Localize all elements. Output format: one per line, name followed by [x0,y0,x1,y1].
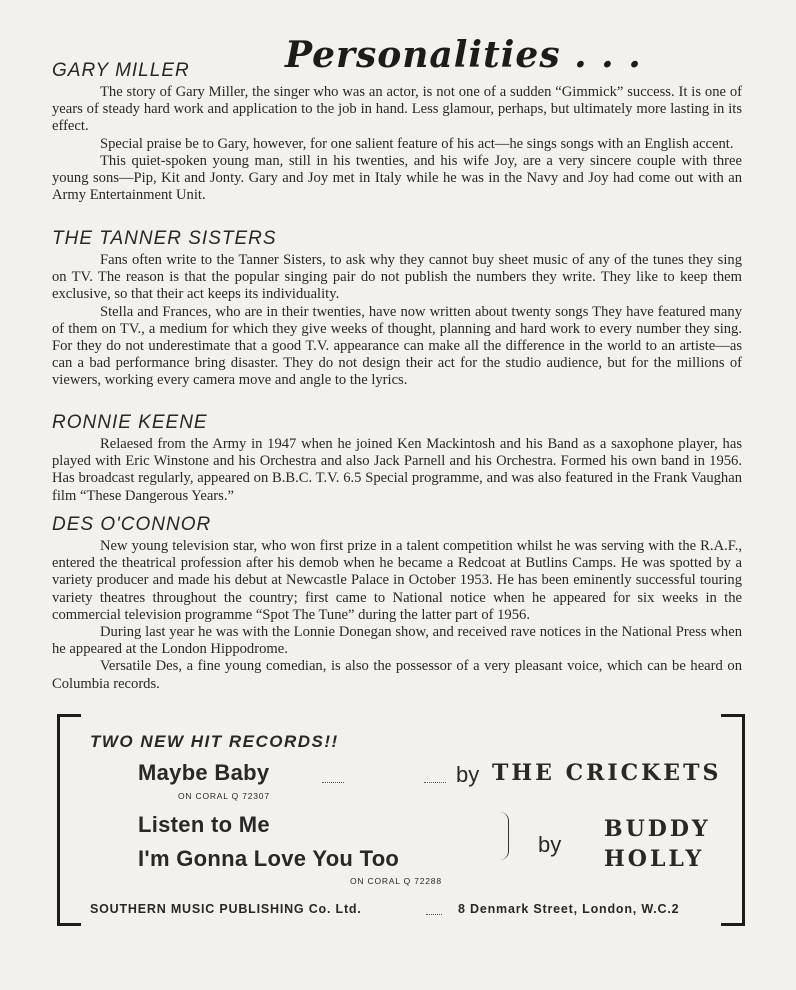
frame-corner [721,714,745,717]
publisher-address: 8 Denmark Street, London, W.C.2 [458,902,680,916]
paragraph: This quiet-spoken young man, still in his twenties, and his wife Joy, are a very sincere couple with three young sons—Pip, Kit and Jonty. Gary and Joy met in Italy while he was in the Navy and Joy had come out with an Army Entertainment Unit. [52,152,742,204]
paragraph: Special praise be to Gary, however, for one salient feature of his act—he sings songs with an English accent. [100,135,734,152]
publisher-name: SOUTHERN MUSIC PUBLISHING Co. Ltd. [90,902,362,916]
artist-the-crickets: THE CRICKETS [492,760,722,786]
advert-heading: TWO NEW HIT RECORDS!! [90,732,339,751]
artist-holly: HOLLY [604,846,705,872]
paragraph: During last year he was with the Lonnie Donegan show, and received rave notices in the National Press when he appeared at the London Hippodrome. [52,624,742,658]
section-body-ronnie-keene [52,436,742,505]
paragraph: New young television star, who won first prize in a talent competition whilst he was serving with the R.A.F., entered the theatrical profession after his demob when he became a Redcoat at Butlins Camps. He was spotted by a variety producer and made his debut at Newcastle Palace in October 1953. He has been eminently successful touring variety theatres throughout the country; first came to National notice when he appeared for six weeks in the commercial television programme “Spot The Tune” during the latter part of 1956. [52,538,742,623]
paragraph: Relaesed from the Army in 1947 when he joined Ken Mackintosh and his Band as a saxophone player, has played with Eric Winstone and his Orchestra and also Jack Parnell and his Orchestra. Formed his own band in 1956. Has broadcast regularly, appeared on B.B.C. T.V. 6.5 Special programme, and was also featured in the Frank Vaughan film “These Dangerous Years.” [52,436,742,504]
page-heading: Personalities . . . [285,34,642,76]
section-title-ronnie-keene: RONNIE KEENE [52,412,208,433]
paragraph: Fans often write to the Tanner Sisters, to ask why they cannot buy sheet music of any of the tunes they sing on TV. The reason is that the popular singing pair do not publish the numbers they write. They like to keep them exclusive, so that their act keeps its individuality. [52,252,742,303]
artist-buddy: BUDDY [604,816,711,842]
grouping-brace [500,812,509,860]
paragraph: Versatile Des, a fine young comedian, is also the possessor of a very pleasant voice, which can be heard on Columbia records. [52,658,742,692]
section-body-tanner-sisters [52,252,742,390]
song-title-maybe-baby: Maybe Baby [138,760,270,785]
dot-leader [424,782,446,783]
paragraph: The story of Gary Miller, the singer who was an actor, is not one of a sudden “Gimmick” success. It is one of years of steady hard work and application to the job in hand. Less glamour, perhaps, but ultimately more lasting in its effect. [52,84,742,135]
by-label-1: by [456,762,480,787]
section-title-tanner-sisters: THE TANNER SISTERS [52,228,277,249]
dot-leader [322,782,344,783]
section-body-des-oconnor [52,538,742,693]
record-advert [57,714,745,926]
section-body-gary-miller [52,84,742,204]
by-label-2: by [538,832,562,857]
frame-corner [721,923,745,926]
catalogue-label-2: ON CORAL Q 72288 [350,876,442,886]
song-title-listen-to-me: Listen to Me [138,812,270,837]
section-title-gary-miller: GARY MILLER [52,60,190,81]
dot-leader [426,914,442,915]
song-title-gonna-love-you-too: I'm Gonna Love You Too [138,846,400,871]
paragraph: Stella and Frances, who are in their twenties, have now written about twenty songs They have featured many of them on TV., a medium for which they give weeks of thought, planning and hard work to every number they sing. For they do not underestimate that a good T.V. appearance can make all the difference in the world to an artiste—as can a bad performance bring disaster. They do not design their act for the studio audience, but for the millions of viewers, working every camera move and angle to the lyrics. [52,303,742,389]
section-title-des-oconnor: DES O'CONNOR [52,514,212,535]
catalogue-label-1: ON CORAL Q 72307 [178,791,270,801]
